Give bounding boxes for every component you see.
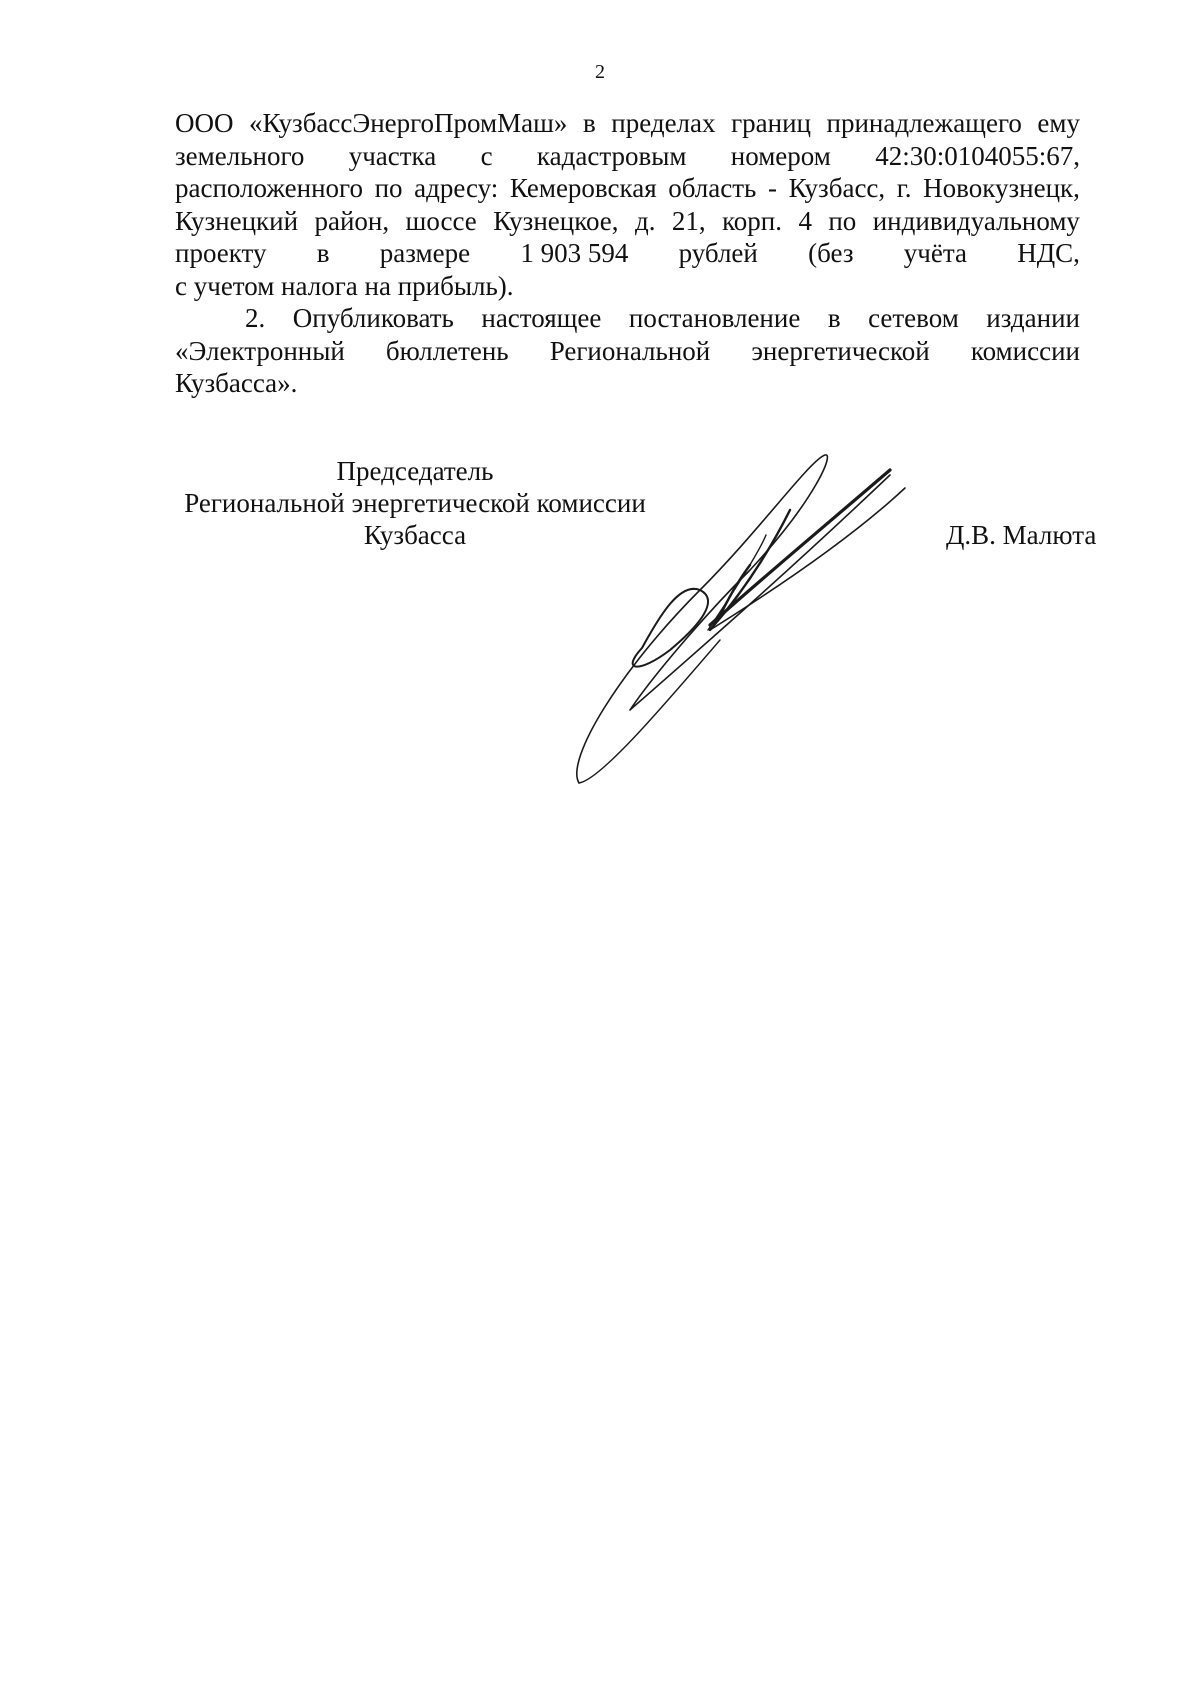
handwritten-signature: [560, 440, 980, 810]
word: бюллетень: [385, 335, 509, 366]
word: Опубликовать: [292, 303, 454, 333]
word: Кемеровская: [509, 173, 657, 203]
word: номером: [730, 140, 831, 171]
word: постановление: [628, 303, 801, 333]
signatory-position: Председатель: [336, 456, 494, 486]
word: по: [374, 173, 403, 203]
word: 21,: [671, 205, 706, 236]
word: издании: [986, 303, 1080, 333]
word: сетевом: [868, 303, 959, 333]
list-number: 2.: [245, 303, 266, 333]
paragraph-1-line-6: с учетом налога на прибыль).: [175, 270, 514, 301]
word: в: [582, 108, 596, 138]
signer-name: Д.В. Малюта: [946, 520, 1097, 550]
word: 4: [798, 205, 812, 236]
amount: 1 903 594: [520, 238, 629, 268]
word: принадлежащего: [826, 108, 1022, 138]
word: настоящее: [481, 303, 602, 333]
paragraph-1-line-1: [175, 107, 1080, 140]
paragraph-1-line-2: [175, 140, 1080, 173]
word: энергетической: [751, 335, 930, 366]
word: «КузбассЭнергоПромМаш»: [249, 108, 568, 138]
word: Кузнецкое,: [493, 205, 619, 236]
word: в: [316, 238, 330, 268]
word: индивидуальному: [872, 205, 1080, 236]
signatory-region: Кузбасса: [363, 520, 467, 550]
word: границ: [731, 108, 811, 138]
document-body: [175, 107, 1080, 400]
word: НДС,: [1017, 238, 1080, 268]
paragraph-1-line-5: [175, 237, 1080, 270]
word: по: [828, 205, 857, 236]
cadastral-number: 42:30:0104055:67,: [875, 140, 1080, 171]
word: область: [668, 173, 757, 203]
paragraph-2-line-1: [175, 302, 1080, 335]
word: комиссии: [970, 335, 1080, 366]
word: Региональной: [549, 335, 711, 366]
word: проекту: [175, 238, 267, 268]
paragraph-2-line-2: [175, 335, 1080, 368]
word: адресу:: [414, 173, 499, 203]
word: ООО: [175, 108, 234, 138]
word: учёта: [903, 238, 967, 268]
word: размере: [379, 238, 471, 268]
paragraph-1-line-4: [175, 205, 1080, 238]
word: корп.: [722, 205, 783, 236]
word: шоссе: [405, 205, 477, 236]
page-number: 2: [595, 61, 605, 83]
word: с: [480, 140, 493, 171]
word: «Электронный: [175, 335, 345, 366]
word: рублей: [678, 238, 758, 268]
paragraph-1-line-3: [175, 172, 1080, 205]
word: кадастровым: [536, 140, 687, 171]
word: (без: [808, 238, 854, 268]
word: Кузбасс,: [788, 173, 886, 203]
word: район,: [314, 205, 390, 236]
signatory-organization: Региональной энергетической комиссии: [184, 488, 646, 518]
word: земельного: [175, 140, 305, 171]
paragraph-2-line-3: Кузбасса».: [175, 368, 298, 398]
word: пределах: [611, 108, 716, 138]
word: участка: [348, 140, 437, 171]
word: в: [827, 303, 841, 333]
word: д.: [634, 205, 656, 236]
word: расположенного: [175, 173, 363, 203]
word: ему: [1037, 108, 1080, 138]
word: Кузнецкий: [175, 205, 299, 236]
word: г.: [896, 173, 912, 203]
word: -: [767, 173, 777, 203]
word: Новокузнецк,: [923, 173, 1080, 203]
